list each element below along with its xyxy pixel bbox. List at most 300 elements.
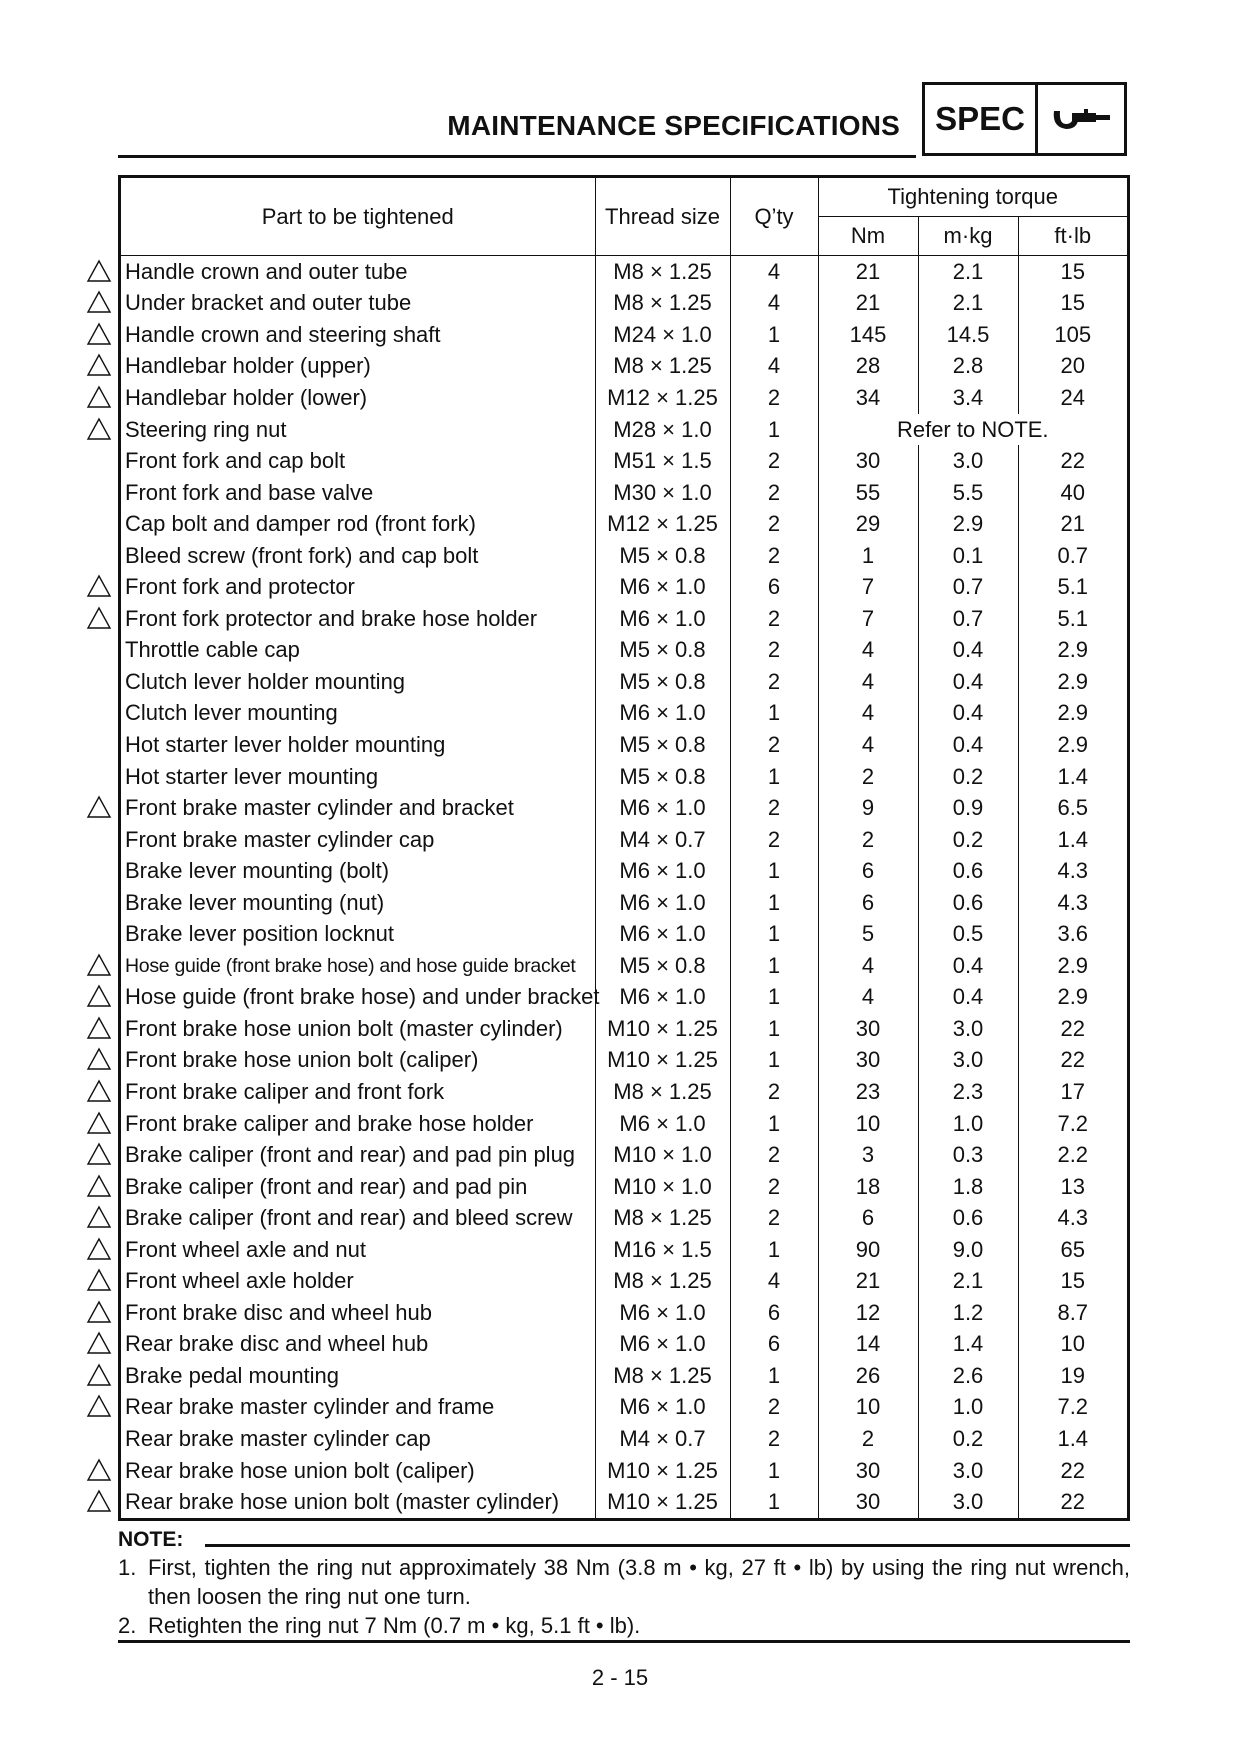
part-cell: Handle crown and steering shaft (121, 319, 595, 351)
table-row (121, 1486, 1127, 1518)
thread-size-cell: M51 × 1.5 (595, 445, 730, 477)
torque-ftlb-cell: 4.3 (1057, 858, 1089, 884)
table-row (121, 635, 1127, 667)
caution-triangle-icon (84, 318, 114, 350)
part-cell: Front brake caliper and brake hose holder (121, 1108, 595, 1140)
table-row (121, 918, 1127, 950)
torque-nm-cell: 6 (818, 887, 918, 919)
torque-ftlb-cell: 65 (1060, 1236, 1085, 1262)
torque-mkg-cell: 0.5 (918, 918, 1018, 950)
thread-size-cell: M8 × 1.25 (595, 1360, 730, 1392)
table-row (121, 1329, 1127, 1361)
torque-nm-cell: 7 (818, 571, 918, 603)
torque-ftlb-cell: 40 (1060, 479, 1085, 505)
torque-mkg-cell: 14.5 (918, 319, 1018, 351)
table-body (121, 256, 1127, 1518)
torque-ftlb-cell: 2.9 (1057, 952, 1089, 978)
thread-size-cell: M10 × 1.0 (595, 1171, 730, 1203)
table-row (121, 445, 1127, 477)
part-cell: Brake lever mounting (bolt) (121, 855, 595, 887)
torque-nm-cell: 145 (818, 319, 918, 351)
table-row (121, 508, 1127, 540)
quantity-cell: 2 (730, 445, 818, 477)
part-cell: Hot starter lever holder mounting (121, 729, 595, 761)
caution-markers (84, 255, 114, 1517)
torque-mkg-cell: 0.4 (918, 698, 1018, 730)
table-row (121, 729, 1127, 761)
table-row (121, 855, 1127, 887)
torque-ftlb-cell: 7.2 (1057, 1110, 1089, 1136)
quantity-cell: 1 (730, 855, 818, 887)
table-row (121, 477, 1127, 509)
quantity-cell: 2 (730, 666, 818, 698)
marker-spacer (84, 886, 114, 918)
torque-ftlb-cell: 17 (1060, 1078, 1085, 1104)
torque-ftlb-cell: 19 (1060, 1362, 1085, 1388)
torque-ftlb-cell: 2.9 (1057, 700, 1089, 726)
torque-nm-cell: 4 (818, 635, 918, 667)
quantity-cell: 4 (730, 288, 818, 320)
torque-nm-cell: 14 (818, 1329, 918, 1361)
header-quantity: Q’ty (730, 178, 818, 256)
table-row (121, 351, 1127, 383)
torque-nm-cell: 10 (818, 1392, 918, 1424)
quantity-cell: 2 (730, 540, 818, 572)
torque-ftlb-cell: 13 (1060, 1173, 1085, 1199)
part-cell: Rear brake hose union bolt (master cylinder) (121, 1486, 595, 1518)
caution-triangle-icon (84, 1454, 114, 1486)
torque-mkg-cell: 0.2 (918, 1423, 1018, 1455)
thread-size-cell: M6 × 1.0 (595, 1329, 730, 1361)
note-number: 2. (118, 1613, 137, 1638)
torque-ftlb-cell: 15 (1060, 1268, 1085, 1294)
thread-size-cell: M10 × 1.25 (595, 1455, 730, 1487)
marker-spacer (84, 697, 114, 729)
caution-triangle-icon (84, 1012, 114, 1044)
thread-size-cell: M10 × 1.0 (595, 1139, 730, 1171)
torque-mkg-cell: 1.2 (918, 1297, 1018, 1329)
torque-nm-cell: 21 (818, 256, 918, 288)
caution-triangle-icon (84, 255, 114, 287)
torque-mkg-cell: 2.1 (918, 256, 1018, 288)
torque-nm-cell: 2 (818, 761, 918, 793)
caution-triangle-icon (84, 1107, 114, 1139)
caution-triangle-icon (84, 1391, 114, 1423)
torque-nm-cell: 30 (818, 1013, 918, 1045)
torque-ftlb-cell: 1.4 (1057, 1426, 1089, 1451)
part-cell: Rear brake hose union bolt (caliper) (121, 1455, 595, 1487)
torque-mkg-cell: 3.4 (918, 382, 1018, 414)
table-row (121, 1076, 1127, 1108)
torque-nm-cell: 23 (818, 1076, 918, 1108)
quantity-cell: 1 (730, 319, 818, 351)
quantity-cell: 1 (730, 887, 818, 919)
part-cell: Under bracket and outer tube (121, 288, 595, 320)
torque-nm-cell: 9 (818, 792, 918, 824)
table-row (121, 1108, 1127, 1140)
caution-triangle-icon (84, 413, 114, 445)
part-cell: Hose guide (front brake hose) and under bracket (121, 982, 595, 1014)
table-row (121, 698, 1127, 730)
quantity-cell: 1 (730, 1045, 818, 1077)
table-row (121, 950, 1127, 982)
torque-mkg-cell: 0.2 (918, 761, 1018, 793)
torque-table (118, 175, 1130, 1521)
torque-nm-cell: 21 (818, 1266, 918, 1298)
note-item (118, 1553, 1130, 1611)
caution-triangle-icon (84, 1359, 114, 1391)
marker-spacer (84, 665, 114, 697)
torque-nm-cell: 4 (818, 666, 918, 698)
thread-size-cell: M6 × 1.0 (595, 1297, 730, 1329)
table-row (121, 1423, 1127, 1455)
caution-triangle-icon (84, 350, 114, 382)
thread-size-cell: M12 × 1.25 (595, 508, 730, 540)
thread-size-cell: M8 × 1.25 (595, 1076, 730, 1108)
torque-ftlb-cell: 21 (1060, 511, 1085, 537)
quantity-cell: 1 (730, 1360, 818, 1392)
thread-size-cell: M6 × 1.0 (595, 603, 730, 635)
thread-size-cell: M8 × 1.25 (595, 1202, 730, 1234)
header-part: Part to be tightened (121, 178, 595, 256)
thread-size-cell: M8 × 1.25 (595, 256, 730, 288)
torque-nm-cell: 6 (818, 1202, 918, 1234)
torque-ftlb-cell: 2.9 (1057, 731, 1089, 757)
quantity-cell: 2 (730, 508, 818, 540)
table-row (121, 1013, 1127, 1045)
part-cell: Rear brake master cylinder and frame (121, 1392, 595, 1424)
page-title: MAINTENANCE SPECIFICATIONS (447, 110, 900, 141)
thread-size-cell: M16 × 1.5 (595, 1234, 730, 1266)
quantity-cell: 2 (730, 792, 818, 824)
quantity-cell: 6 (730, 1329, 818, 1361)
table-row (121, 982, 1127, 1014)
table-row (121, 256, 1127, 288)
thread-size-cell: M10 × 1.25 (595, 1486, 730, 1518)
torque-nm-cell: 18 (818, 1171, 918, 1203)
quantity-cell: 1 (730, 950, 818, 982)
caution-triangle-icon (84, 602, 114, 634)
quantity-cell: 1 (730, 761, 818, 793)
torque-ftlb-cell: 10 (1060, 1331, 1085, 1357)
thread-size-cell: M24 × 1.0 (595, 319, 730, 351)
torque-mkg-cell: 3.0 (918, 445, 1018, 477)
part-cell: Rear brake disc and wheel hub (121, 1329, 595, 1361)
thread-size-cell: M30 × 1.0 (595, 477, 730, 509)
quantity-cell: 6 (730, 1297, 818, 1329)
torque-ftlb-cell: 0.7 (1057, 542, 1089, 568)
torque-mkg-cell: 2.3 (918, 1076, 1018, 1108)
caution-triangle-icon (84, 1296, 114, 1328)
part-cell: Brake caliper (front and rear) and pad pin plug (121, 1139, 595, 1171)
quantity-cell: 2 (730, 729, 818, 761)
part-cell: Rear brake master cylinder cap (121, 1423, 595, 1455)
caution-triangle-icon (84, 381, 114, 413)
torque-nm-cell: 12 (818, 1297, 918, 1329)
table-row (121, 1455, 1127, 1487)
torque-note-cell: Refer to NOTE. (896, 416, 1049, 442)
torque-mkg-cell: 0.1 (918, 540, 1018, 572)
caution-triangle-icon (84, 287, 114, 319)
table-row (121, 1392, 1127, 1424)
marker-spacer (84, 507, 114, 539)
marker-spacer (84, 1422, 114, 1454)
part-cell: Hot starter lever mounting (121, 761, 595, 793)
part-cell: Throttle cable cap (121, 635, 595, 667)
thread-size-cell: M6 × 1.0 (595, 792, 730, 824)
torque-mkg-cell: 0.4 (918, 950, 1018, 982)
torque-nm-cell: 3 (818, 1139, 918, 1171)
thread-size-cell: M6 × 1.0 (595, 698, 730, 730)
header-ftlb: ft·lb (1018, 217, 1127, 256)
caution-triangle-icon (84, 949, 114, 981)
table-row (121, 382, 1127, 414)
torque-mkg-cell: 0.4 (918, 982, 1018, 1014)
thread-size-cell: M8 × 1.25 (595, 288, 730, 320)
thread-size-cell: M12 × 1.25 (595, 382, 730, 414)
torque-mkg-cell: 3.0 (918, 1486, 1018, 1518)
quantity-cell: 2 (730, 603, 818, 635)
torque-mkg-cell: 0.3 (918, 1139, 1018, 1171)
torque-mkg-cell: 3.0 (918, 1045, 1018, 1077)
torque-mkg-cell: 2.9 (918, 508, 1018, 540)
torque-nm-cell: 7 (818, 603, 918, 635)
torque-mkg-cell: 2.1 (918, 288, 1018, 320)
torque-ftlb-cell: 15 (1060, 258, 1085, 284)
caution-triangle-icon (84, 1233, 114, 1265)
torque-mkg-cell: 1.0 (918, 1392, 1018, 1424)
thread-size-cell: M8 × 1.25 (595, 351, 730, 383)
part-cell: Bleed screw (front fork) and cap bolt (121, 540, 595, 572)
quantity-cell: 1 (730, 1108, 818, 1140)
torque-mkg-cell: 3.0 (918, 1455, 1018, 1487)
marker-spacer (84, 728, 114, 760)
caution-triangle-icon (84, 1138, 114, 1170)
note-text: Retighten the ring nut 7 Nm (0.7 m • kg, 5.1 ft • lb). (148, 1613, 641, 1638)
part-cell: Brake pedal mounting (121, 1360, 595, 1392)
torque-mkg-cell: 0.7 (918, 571, 1018, 603)
quantity-cell: 1 (730, 918, 818, 950)
caution-triangle-icon (84, 1265, 114, 1297)
torque-mkg-cell: 3.0 (918, 1013, 1018, 1045)
torque-mkg-cell: 0.4 (918, 666, 1018, 698)
torque-nm-cell: 2 (818, 1423, 918, 1455)
torque-ftlb-cell: 8.7 (1057, 1299, 1089, 1325)
part-cell: Handlebar holder (lower) (121, 382, 595, 414)
torque-mkg-cell: 0.4 (918, 635, 1018, 667)
quantity-cell: 4 (730, 351, 818, 383)
thread-size-cell: M6 × 1.0 (595, 887, 730, 919)
thread-size-cell: M6 × 1.0 (595, 918, 730, 950)
torque-nm-cell: 21 (818, 288, 918, 320)
header-nm: Nm (818, 217, 918, 256)
part-cell: Front fork and base valve (121, 477, 595, 509)
part-cell: Steering ring nut (121, 414, 595, 446)
torque-mkg-cell: 0.2 (918, 824, 1018, 856)
thread-size-cell: M6 × 1.0 (595, 982, 730, 1014)
quantity-cell: 2 (730, 1423, 818, 1455)
torque-ftlb-cell: 22 (1060, 448, 1085, 474)
thread-size-cell: M6 × 1.0 (595, 1392, 730, 1424)
torque-ftlb-cell: 5.1 (1057, 574, 1089, 600)
quantity-cell: 2 (730, 1139, 818, 1171)
table-row (121, 1202, 1127, 1234)
table-row (121, 792, 1127, 824)
torque-nm-cell: 26 (818, 1360, 918, 1392)
part-cell: Brake caliper (front and rear) and pad pin (121, 1171, 595, 1203)
table-row (121, 540, 1127, 572)
torque-mkg-cell: 0.9 (918, 792, 1018, 824)
part-cell: Front brake hose union bolt (caliper) (121, 1045, 595, 1077)
torque-ftlb-cell: 2.9 (1057, 637, 1089, 663)
table-row (121, 666, 1127, 698)
part-cell: Front wheel axle and nut (121, 1234, 595, 1266)
quantity-cell: 6 (730, 571, 818, 603)
part-cell: Handle crown and outer tube (121, 256, 595, 288)
torque-nm-cell: 30 (818, 1486, 918, 1518)
table-row (121, 1266, 1127, 1298)
thread-size-cell: M6 × 1.0 (595, 855, 730, 887)
thread-size-cell: M4 × 0.7 (595, 1423, 730, 1455)
part-cell: Handlebar holder (upper) (121, 351, 595, 383)
header-thread-size: Thread size (595, 178, 730, 256)
thread-size-cell: M5 × 0.8 (595, 950, 730, 982)
torque-mkg-cell: 1.8 (918, 1171, 1018, 1203)
marker-spacer (84, 476, 114, 508)
torque-ftlb-cell: 22 (1060, 1489, 1085, 1515)
caution-triangle-icon (84, 1201, 114, 1233)
part-cell: Clutch lever holder mounting (121, 666, 595, 698)
part-cell: Brake caliper (front and rear) and bleed screw (121, 1202, 595, 1234)
caution-triangle-icon (84, 1075, 114, 1107)
part-cell: Front fork and protector (121, 571, 595, 603)
torque-mkg-cell: 5.5 (918, 477, 1018, 509)
part-cell: Brake lever position locknut (121, 918, 595, 950)
thread-size-cell: M5 × 0.8 (595, 540, 730, 572)
torque-nm-cell: 90 (818, 1234, 918, 1266)
wrench-gauge-icon (1038, 85, 1124, 153)
marker-spacer (84, 444, 114, 476)
table-row (121, 1360, 1127, 1392)
torque-mkg-cell: 0.7 (918, 603, 1018, 635)
quantity-cell: 2 (730, 824, 818, 856)
table-row (121, 319, 1127, 351)
quantity-cell: 4 (730, 1266, 818, 1298)
thread-size-cell: M5 × 0.8 (595, 635, 730, 667)
torque-ftlb-cell: 2.9 (1057, 668, 1089, 694)
thread-size-cell: M5 × 0.8 (595, 666, 730, 698)
quantity-cell: 2 (730, 635, 818, 667)
torque-nm-cell: 5 (818, 918, 918, 950)
torque-nm-cell: 2 (818, 824, 918, 856)
bottom-rule (118, 1640, 1130, 1643)
part-cell: Front wheel axle holder (121, 1266, 595, 1298)
table-row (121, 571, 1127, 603)
torque-nm-cell: 28 (818, 351, 918, 383)
torque-ftlb-cell: 24 (1060, 384, 1085, 410)
header-mkg: m·kg (918, 217, 1018, 256)
spec-label: SPEC (925, 85, 1038, 153)
marker-spacer (84, 917, 114, 949)
torque-nm-cell: 4 (818, 950, 918, 982)
torque-ftlb-cell: 20 (1060, 353, 1085, 379)
quantity-cell: 1 (730, 698, 818, 730)
torque-nm-cell: 4 (818, 982, 918, 1014)
section-badge (922, 82, 1127, 156)
part-cell: Cap bolt and damper rod (front fork) (121, 508, 595, 540)
quantity-cell: 2 (730, 1076, 818, 1108)
table-row (121, 761, 1127, 793)
torque-ftlb-cell: 1.4 (1057, 826, 1089, 852)
note-title: NOTE: (118, 1528, 184, 1551)
torque-nm-cell: 10 (818, 1108, 918, 1140)
torque-nm-cell: 30 (818, 1455, 918, 1487)
caution-triangle-icon (84, 1485, 114, 1517)
header-tightening-torque: Tightening torque (818, 178, 1127, 217)
thread-size-cell: M5 × 0.8 (595, 729, 730, 761)
torque-mkg-cell: 0.4 (918, 729, 1018, 761)
note-item (118, 1611, 1130, 1640)
torque-ftlb-cell: 1.4 (1057, 763, 1089, 789)
torque-nm-cell: 34 (818, 382, 918, 414)
torque-ftlb-cell: 22 (1060, 1457, 1085, 1483)
quantity-cell: 2 (730, 1392, 818, 1424)
caution-triangle-icon (84, 1170, 114, 1202)
part-cell: Front fork protector and brake hose holder (121, 603, 595, 635)
torque-mkg-cell: 0.6 (918, 1202, 1018, 1234)
torque-mkg-cell: 0.6 (918, 855, 1018, 887)
torque-nm-cell: 55 (818, 477, 918, 509)
quantity-cell: 1 (730, 982, 818, 1014)
quantity-cell: 1 (730, 1013, 818, 1045)
table-row (121, 1139, 1127, 1171)
torque-mkg-cell: 2.1 (918, 1266, 1018, 1298)
marker-spacer (84, 634, 114, 666)
quantity-cell: 1 (730, 1455, 818, 1487)
torque-ftlb-cell: 4.3 (1057, 889, 1089, 915)
part-cell: Front brake disc and wheel hub (121, 1297, 595, 1329)
table-row (121, 824, 1127, 856)
caution-triangle-icon (84, 791, 114, 823)
title-rule (118, 155, 916, 158)
thread-size-cell: M5 × 0.8 (595, 761, 730, 793)
part-cell: Front brake caliper and front fork (121, 1076, 595, 1108)
torque-mkg-cell: 9.0 (918, 1234, 1018, 1266)
marker-spacer (84, 539, 114, 571)
quantity-cell: 2 (730, 477, 818, 509)
table-row (121, 414, 1127, 446)
table-row (121, 1171, 1127, 1203)
torque-ftlb-cell: 2.9 (1057, 984, 1089, 1010)
torque-ftlb-cell: 15 (1060, 290, 1085, 316)
thread-size-cell: M4 × 0.7 (595, 824, 730, 856)
torque-nm-cell: 6 (818, 855, 918, 887)
table-row (121, 1234, 1127, 1266)
table-row (121, 603, 1127, 635)
table-row (121, 1045, 1127, 1077)
marker-spacer (84, 854, 114, 886)
caution-triangle-icon (84, 1328, 114, 1360)
note-number: 1. (118, 1555, 137, 1580)
caution-triangle-icon (84, 570, 114, 602)
torque-mkg-cell: 1.0 (918, 1108, 1018, 1140)
part-cell: Brake lever mounting (nut) (121, 887, 595, 919)
table-row (121, 887, 1127, 919)
torque-ftlb-cell: 3.6 (1057, 921, 1089, 947)
torque-nm-cell: 30 (818, 1045, 918, 1077)
torque-nm-cell: 29 (818, 508, 918, 540)
part-cell: Front brake master cylinder and bracket (121, 792, 595, 824)
